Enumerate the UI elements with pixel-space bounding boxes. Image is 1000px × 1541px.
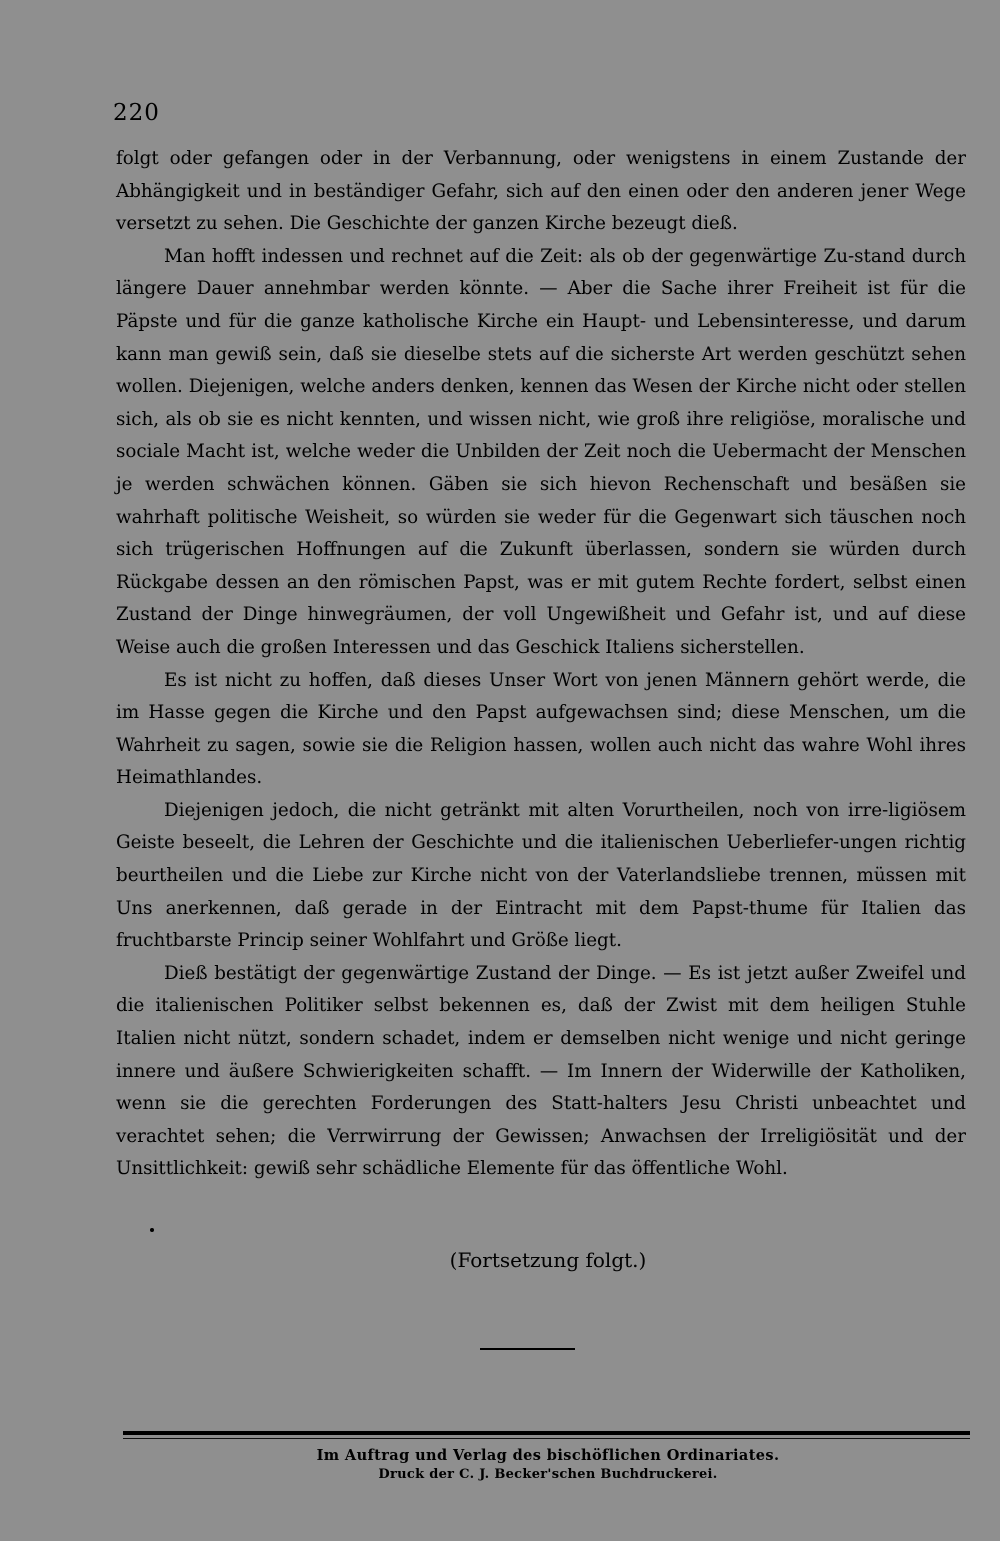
margin-dot [150,1228,154,1232]
paragraph-1: folgt oder gefangen oder in der Verbannung, oder wenigstens in einem Zustande der Abhängigkeit und in beständiger Gefahr, sich auf den einen oder den anderen jener Wege versetzt zu sehen. Die Geschichte der ganzen Kirche bezeugt dieß. [116,148,966,235]
paragraph-5: Dieß bestätigt der gegenwärtige Zustand der Dinge. — Es ist jetzt außer Zweifel und die italienischen Politiker selbst bekennen es, daß der Zwist mit dem heiligen Stuhle Italien nicht nützt, sondern schadet, indem er demselben nicht wenige und nicht geringe innere und äußere Schwierigkeiten schafft. — Im Innern der Widerwille der Katholiken, wenn sie die gerechten Forderungen des Statt-halters Jesu Christi unbeachtet und verachtet sehen; die Verrwirrung der Gewissen; Anwachsen der Irreligiösität und der Unsittlichkeit: gewiß sehr schädliche Elemente für das öffentliche Wohl. [116,962,966,1180]
continuation-note: (Fortsetzung folgt.) [449,1248,647,1272]
printer-imprint: Druck der C. J. Becker'schen Buchdruckerei. [378,1467,718,1482]
footer-rule [123,1431,970,1435]
paragraph-3: Es ist nicht zu hoffen, daß dieses Unser Wort von jenen Männern gehört werde, die im Hasse gegen die Kirche und den Papst aufgewachsen sind; diese Menschen, um die Wahrheit zu sagen, sowie sie die Religion hassen, wollen auch nicht das wahre Wohl ihres Heimathlandes. [116,669,966,789]
end-rule [480,1348,575,1350]
footer-rule-thin [123,1438,970,1439]
paragraph-4: Diejenigen jedoch, die nicht getränkt mit alten Vorurtheilen, noch von irre-ligiösem Geiste beseelt, die Lehren der Geschichte und die italienischen Ueberliefer-ungen richtig beurtheilen und die Liebe zur Kirche nicht von der Vaterlandsliebe trennen, müssen mit Uns anerkennen, daß gerade in der Eintracht mit dem Papst-thume für Italien das fruchtbarste Princip seiner Wohlfahrt und Größe liegt. [116,799,966,952]
body-text [116,143,966,1186]
page-number: 220 [113,100,160,126]
publisher-imprint: Im Auftrag und Verlag des bischöflichen Ordinariates. [316,1447,780,1464]
paragraph-2: Man hofft indessen und rechnet auf die Zeit: als ob der gegenwärtige Zu-stand durch längere Dauer annehmbar werden könnte. — Aber die Sache ihrer Freiheit ist für die Päpste und für die ganze katholische Kirche ein Haupt- und Lebensinteresse, und darum kann man gewiß sein, daß sie dieselbe stets auf die sicherste Art werden geschützt sehen wollen. Diejenigen, welche anders denken, kennen das Wesen der Kirche nicht oder stellen sich, als ob sie es nicht kennten, und wissen nicht, wie groß ihre religiöse, moralische und sociale Macht ist, welche weder die Unbilden der Zeit noch die Uebermacht der Menschen je werden schwächen können. Gäben sie sich hievon Rechenschaft und besäßen sie wahrhaft politische Weisheit, so würden sie weder für die Gegenwart sich täuschen noch sich trügerischen Hoffnungen auf die Zukunft überlassen, sondern sie würden durch Rückgabe dessen an den römischen Papst, was er mit gutem Rechte fordert, selbst einen Zustand der Dinge hinwegräumen, der voll Ungewißheit und Gefahr ist, und auf diese Weise auch die großen Interessen und das Geschick Italiens sicherstellen. [116,245,966,658]
